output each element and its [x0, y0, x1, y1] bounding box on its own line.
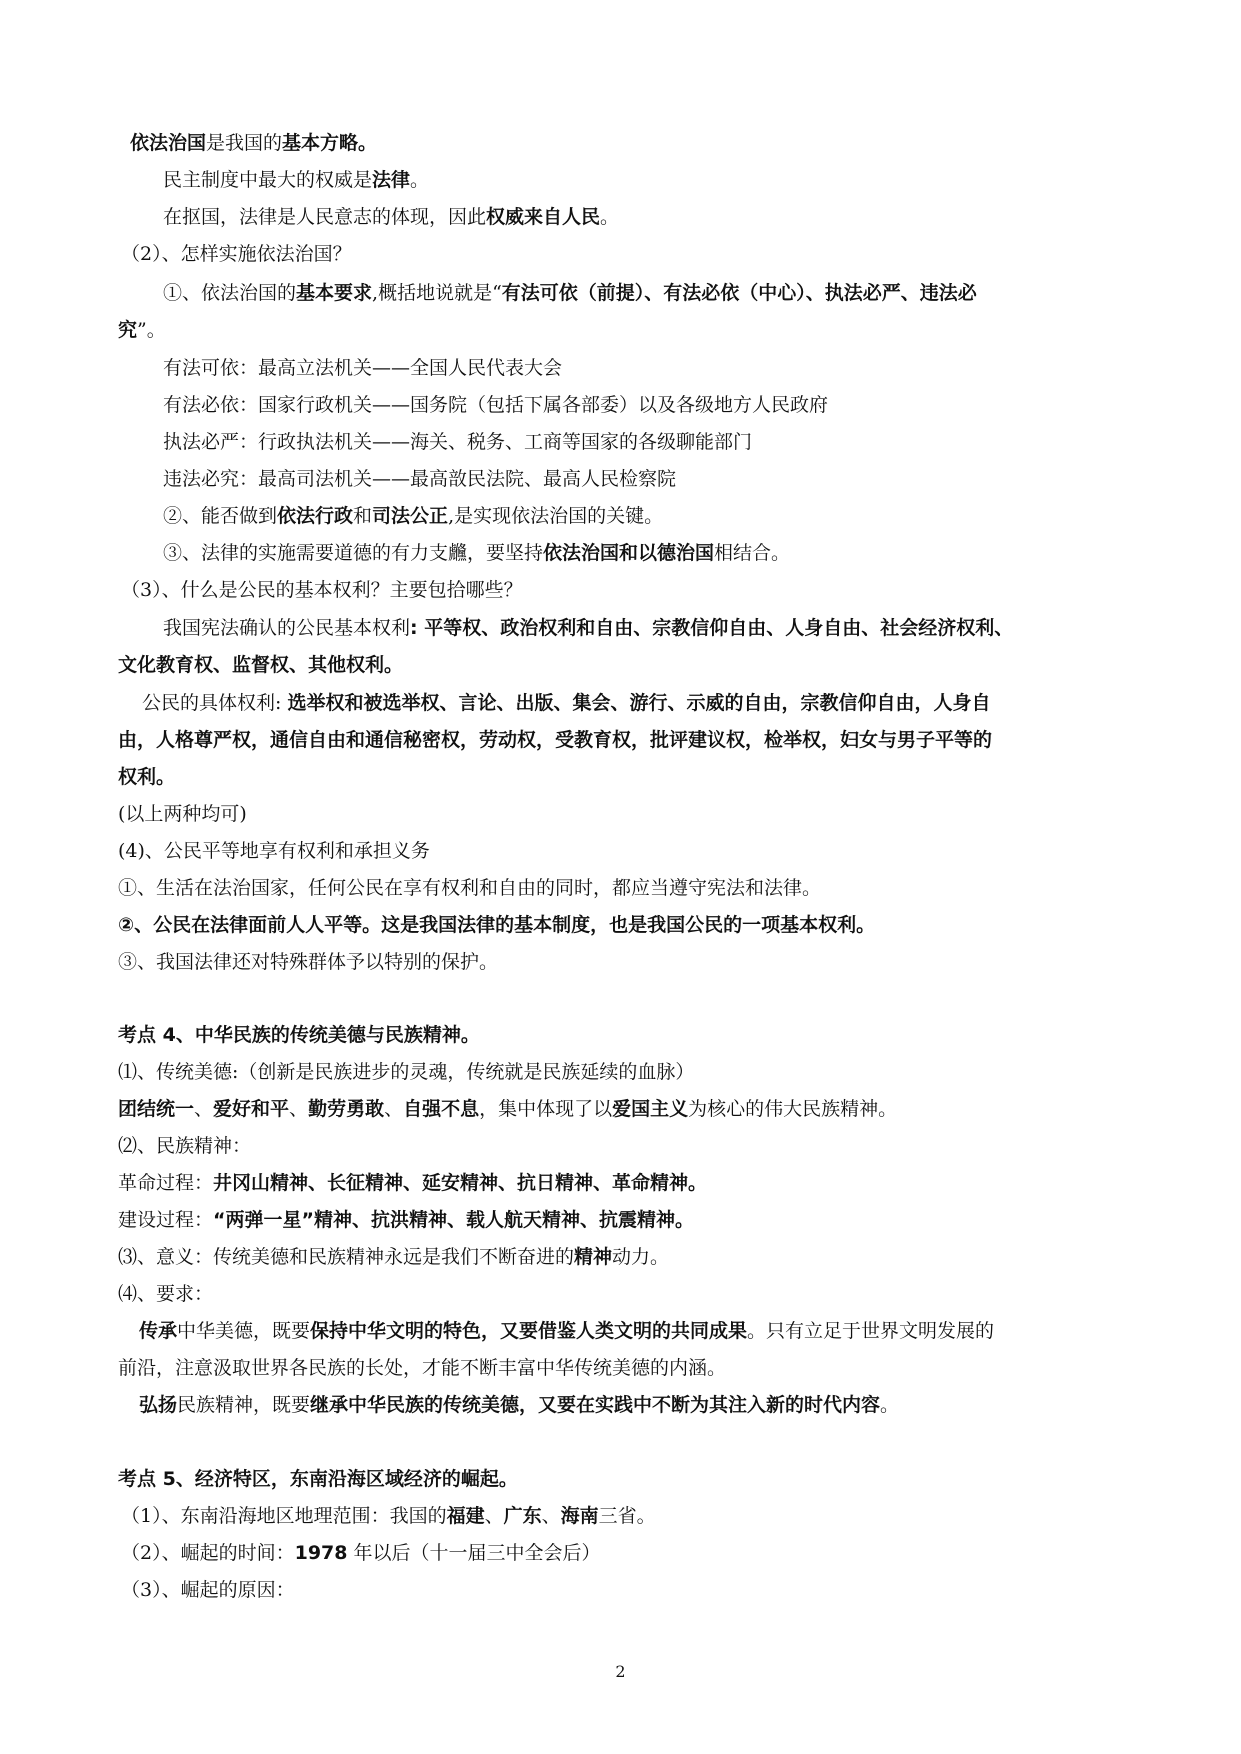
text: 相结合。 — [714, 542, 791, 564]
text: ⑶、意义：传统美德和民族精神永远是我们不断奋进的 — [118, 1246, 575, 1268]
text: （3）、崛起的原因： — [121, 1579, 295, 1601]
text: 。 — [600, 206, 620, 228]
text-line — [118, 392, 1173, 418]
text-line — [118, 615, 1173, 641]
text: 我国宪法确认的公民基本权利 — [163, 617, 411, 639]
text: 有法可依：最高立法机关——全国人民代表大会 — [163, 357, 563, 379]
bold-text: 考点 5、经济特区，东南沿海区域经济的崛起。 — [118, 1468, 518, 1490]
text-line — [118, 503, 1173, 529]
bold-text: 传承 — [139, 1320, 178, 1342]
text: 中华美德，既要 — [177, 1320, 311, 1342]
bold-text: 法律 — [372, 169, 411, 191]
text: (以上两种均可) — [118, 803, 247, 825]
text-line — [118, 280, 1173, 306]
text-line — [118, 1466, 1128, 1492]
bold-text: 依法治国 — [130, 132, 207, 154]
text: 民主制度中最大的权威是 — [163, 169, 373, 191]
bold-text: 海南 — [560, 1505, 599, 1527]
text: 、 — [194, 1098, 214, 1120]
text-line — [118, 130, 1140, 156]
bold-text: 究 — [118, 319, 138, 341]
text: 、 — [289, 1098, 309, 1120]
text: 革命过程： — [118, 1172, 214, 1194]
text: ,概括地说就是“ — [372, 282, 502, 304]
text-line — [118, 1207, 1128, 1233]
text: 为核心的伟大民族精神。 — [688, 1098, 898, 1120]
text-line — [118, 204, 1173, 230]
text: 、 — [484, 1505, 504, 1527]
text: 有法必依：国家行政机关——国务院（包括下属各部委）以及各级地方人民政府 — [163, 394, 829, 416]
bold-text: 基本方略。 — [282, 132, 378, 154]
text: 。 — [410, 169, 430, 191]
text: ，集中体现了以 — [479, 1098, 613, 1120]
text: ①、依法治国的 — [163, 282, 297, 304]
text-line — [118, 577, 1131, 603]
bold-text: 爱好和平 — [213, 1098, 290, 1120]
text: ③、法律的实施需要道德的有力支虪，要坚持 — [163, 542, 544, 564]
bold-text: 依法行政 — [277, 505, 354, 527]
bold-text: 文化教育权、监督权、其他权利。 — [118, 654, 404, 676]
text: 前沿，注意汲取世界各民族的长处，才能不断丰富中华传统美德的内涵。 — [118, 1357, 727, 1379]
text-line — [118, 1355, 1128, 1381]
text: 执法必严：行政执法机关——海关、税务、工商等国家的各级聊能部门 — [163, 431, 753, 453]
bold-text: 基本要求 — [296, 282, 373, 304]
text: ③、我国法律还对特殊群体予以特别的保护。 — [118, 951, 499, 973]
text: （1）、东南沿海地区地理范围：我国的 — [121, 1505, 447, 1527]
text: ②、能否做到 — [163, 505, 278, 527]
bold-text: 精神 — [574, 1246, 613, 1268]
text: 三省。 — [598, 1505, 656, 1527]
text-line — [118, 1022, 1128, 1048]
bold-text: : 平等权、政治权利和自由、宗教信仰自由、人身自由、社会经济权利、 — [410, 617, 1014, 639]
text: 是我国的 — [206, 132, 283, 154]
text: （2）、怎样实施依法治国？ — [121, 243, 352, 265]
bold-text: 权威来自人民 — [486, 206, 601, 228]
page-number: 2 — [615, 1662, 626, 1681]
text-line — [118, 652, 1128, 678]
bold-text: 自强不息 — [403, 1098, 480, 1120]
text: ⑴、传统美德:（创新是民族进步的灵魂，传统就是民族延续的血脉） — [118, 1061, 695, 1083]
bold-text: 司法公正 — [372, 505, 449, 527]
text: 、 — [384, 1098, 404, 1120]
text: 动力。 — [612, 1246, 670, 1268]
text: ①、生活在法治国家，任何公民在享有权利和自由的同时，都应当遵守宪法和法律。 — [118, 877, 822, 899]
text: 违法必究：最高司法机关——最高敨民法院、最高人民检察院 — [163, 468, 677, 490]
text: （2）、崛起的时间： — [121, 1542, 295, 1564]
text-line — [118, 317, 1128, 343]
bold-text: 选举权和被选举权、言论、出版、集会、游行、示威的自由，宗教信仰自由，人身自 — [287, 692, 991, 714]
text-line — [118, 1244, 1128, 1270]
bold-text: 民 — [232, 1024, 252, 1046]
text-line — [118, 838, 1128, 864]
text: ⑷、要求： — [118, 1283, 214, 1305]
text-line — [118, 727, 1128, 753]
text: 和 — [353, 505, 373, 527]
text: ”。 — [137, 319, 166, 341]
bold-text: 井冈山精神、长征精神、延安精神、抗日精神、革命精神。 — [213, 1172, 708, 1194]
text: ⑵、民族精神： — [118, 1135, 252, 1157]
text: 公民的具体权利: — [142, 692, 288, 714]
bold-text: ②、公民在法律面前人人平等。这是我国法律的基本制度，也是我国公民的一项基本权利。 — [118, 914, 876, 936]
text-line — [118, 540, 1173, 566]
text-line — [118, 1540, 1131, 1566]
text: 、 — [541, 1505, 561, 1527]
text-line — [118, 1318, 1149, 1344]
bold-text: 族的传统美德与 — [251, 1024, 385, 1046]
text-line — [118, 241, 1131, 267]
text-line — [118, 1503, 1131, 1529]
bold-text: 权利。 — [118, 766, 176, 788]
text-line — [118, 1577, 1131, 1603]
text: 。 — [880, 1394, 900, 1416]
bold-text: 保持中华文明的特色，又要借鉴人类文明的共同成果 — [310, 1320, 748, 1342]
text-line — [118, 1170, 1128, 1196]
text-line — [118, 466, 1173, 492]
bold-text: 1978 — [294, 1542, 348, 1564]
bold-text: 爱国主义 — [612, 1098, 689, 1120]
text-line — [118, 912, 1128, 938]
bold-text: 民 — [384, 1024, 404, 1046]
text-line — [118, 429, 1173, 455]
text: 建设过程： — [118, 1209, 214, 1231]
text: 年以后（十一届三中全会后） — [347, 1542, 601, 1564]
bold-text: 继承中华民族的传统美德，又要在实践中不断为其注入新的时代内容 — [310, 1394, 881, 1416]
bold-text: 福建 — [446, 1505, 485, 1527]
text-line — [118, 875, 1128, 901]
text: 在抠国，法律是人民意志的体现，因此 — [163, 206, 487, 228]
text-line — [118, 690, 1152, 716]
text: (4)、公民平等地享有权利和承担义务 — [118, 840, 430, 862]
bold-text: 勤劳勇敢 — [308, 1098, 385, 1120]
bold-text: 广东 — [503, 1505, 542, 1527]
text-line — [118, 1392, 1149, 1418]
bold-text: 由，人格尊严权，通信自由和通信秘密权，劳动权，受教育权，批评建议权，检举权，妇女与男子平等的 — [118, 729, 993, 751]
text-line — [118, 355, 1173, 381]
bold-text: 族精神。 — [403, 1024, 480, 1046]
text: ,是实现依法治国的关键。 — [448, 505, 664, 527]
bold-text: 团结统一 — [118, 1098, 195, 1120]
bold-text: 考点 4、中华 — [118, 1024, 233, 1046]
text-line — [118, 167, 1173, 193]
bold-text: 弘扬 — [139, 1394, 178, 1416]
text-line — [118, 764, 1128, 790]
bold-text: 有法可依（前提）、有法必依（中心）、执法必严、违法必 — [501, 282, 977, 304]
text: 。只有立足于世界文明发展的 — [747, 1320, 995, 1342]
text-line — [118, 1059, 1128, 1085]
bold-text: 依法治国和以德治国 — [543, 542, 715, 564]
text-line — [118, 801, 1128, 827]
text-line — [118, 1133, 1128, 1159]
text: 民族精神，既要 — [177, 1394, 311, 1416]
bold-text: “两弹一星”精神、抗洪精神、载人航天精神、抗震精神。 — [213, 1209, 694, 1231]
text-line — [118, 949, 1128, 975]
text: （3）、什么是公民的基本权利？主要包拾哪些？ — [121, 579, 523, 601]
text-line — [118, 1096, 1128, 1122]
text-line — [118, 1281, 1128, 1307]
